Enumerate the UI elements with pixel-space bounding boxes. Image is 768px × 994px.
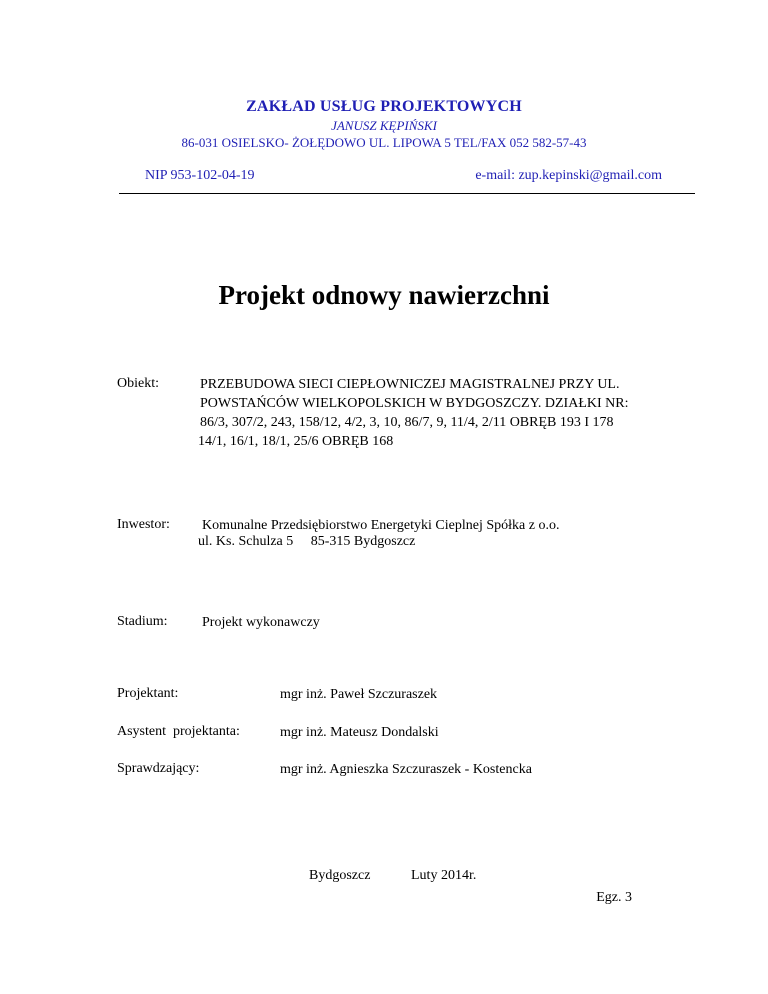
obiekt-label: Obiekt: — [117, 376, 159, 391]
asystent-label: Asystent projektanta: — [117, 724, 240, 739]
footer-city: Bydgoszcz — [309, 868, 371, 883]
company-address: 86-031 OSIELSKO- ŻOŁĘDOWO UL. LIPOWA 5 TEL/FAX 052 582-57-43 — [181, 135, 587, 150]
sprawdzajacy-value: mgr inż. Agnieszka Szczuraszek - Kostencka — [280, 762, 532, 777]
inwestor-line-1: Komunalne Przedsiębiorstwo Energetyki Cieplnej Spółka z o.o. — [202, 518, 560, 533]
stadium-value: Projekt wykonawczy — [202, 615, 320, 630]
company-name: ZAKŁAD USŁUG PROJEKTOWYCH — [246, 98, 522, 115]
projektant-value: mgr inż. Paweł Szczuraszek — [280, 687, 438, 702]
inwestor-label: Inwestor: — [117, 517, 170, 532]
owner-name: JANUSZ KĘPIŃSKI — [331, 118, 437, 133]
email-address: e-mail: zup.kepinski@gmail.com — [475, 168, 662, 183]
inwestor-line-2: ul. Ks. Schulza 5 85-315 Bydgoszcz — [198, 534, 416, 549]
footer-date: Luty 2014r. — [411, 868, 477, 883]
asystent-value: mgr inż. Mateusz Dondalski — [280, 725, 439, 740]
obiekt-line-1: PRZEBUDOWA SIECI CIEPŁOWNICZEJ MAGISTRALNEJ PRZY UL. — [200, 377, 620, 392]
nip-number: NIP 953-102-04-19 — [145, 168, 255, 183]
header-divider — [119, 193, 695, 194]
obiekt-line-4: 14/1, 16/1, 18/1, 25/6 OBRĘB 168 — [198, 434, 394, 449]
sprawdzajacy-label: Sprawdzający: — [117, 761, 200, 776]
stadium-label: Stadium: — [117, 614, 168, 629]
document-title: Projekt odnowy nawierzchni — [218, 280, 550, 310]
projektant-label: Projektant: — [117, 686, 179, 701]
obiekt-line-2: POWSTAŃCÓW WIELKOPOLSKICH W BYDGOSZCZY. DZIAŁKI NR: — [200, 396, 629, 411]
obiekt-line-3: 86/3, 307/2, 243, 158/12, 4/2, 3, 10, 86/7, 9, 11/4, 2/11 OBRĘB 193 I 178 — [200, 415, 614, 430]
copy-number: Egz. 3 — [596, 890, 632, 905]
